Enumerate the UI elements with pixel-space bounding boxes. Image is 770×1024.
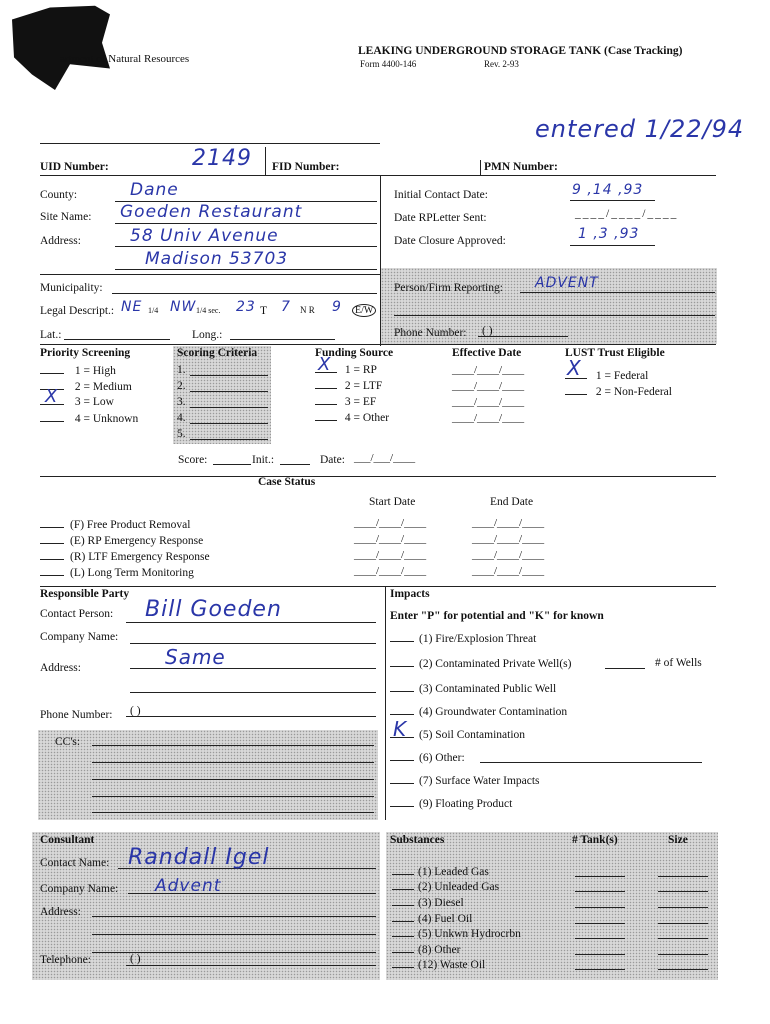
substance-label: (3) Diesel xyxy=(418,897,464,909)
substance-item[interactable] xyxy=(392,911,472,925)
impact-item[interactable] xyxy=(390,796,512,810)
legal-ew[interactable]: E/W xyxy=(352,304,376,317)
funding-mark: X xyxy=(318,354,332,375)
case-status-label: (F) Free Product Removal xyxy=(70,519,191,531)
impacts-instruction: Enter "P" for potential and "K" for known xyxy=(390,610,604,622)
case-end-date-blank[interactable]: ____/____/____ xyxy=(472,549,545,561)
impact-label: (6) Other: xyxy=(419,752,465,764)
contact-person-value[interactable]: Bill Goeden xyxy=(145,597,282,622)
substance-item[interactable] xyxy=(392,957,485,971)
form-number: Form 4400-146 xyxy=(360,59,417,69)
case-end-date-blank[interactable]: ____/____/____ xyxy=(472,517,545,529)
rp-phone-label: Phone Number: xyxy=(40,709,113,721)
lust-item-label: 2 = Non-Federal xyxy=(595,386,672,398)
legal-section[interactable]: 23 xyxy=(236,299,256,315)
case-start-date-blank[interactable]: ____/____/____ xyxy=(354,533,427,545)
lust-item-label: 1 = Federal xyxy=(595,370,649,382)
case-status-label: (E) RP Emergency Response xyxy=(70,535,204,547)
substance-label: (2) Unleaded Gas xyxy=(418,881,500,893)
effective-date-blank[interactable]: ____/____/____ xyxy=(452,364,525,376)
substance-item[interactable] xyxy=(392,942,460,956)
priority-mark: X xyxy=(45,386,59,407)
funding-item-label: 4 = Other xyxy=(344,412,390,424)
address-line1[interactable]: 58 Univ Avenue xyxy=(130,226,279,246)
priority-item[interactable] xyxy=(40,410,138,426)
funding-item[interactable] xyxy=(315,394,376,408)
priority-item-label: 4 = Unknown xyxy=(74,413,139,425)
case-status-label: (L) Long Term Monitoring xyxy=(70,567,194,579)
consultant-company-value[interactable]: Advent xyxy=(155,876,222,896)
rp-phone-value[interactable]: ( ) xyxy=(130,705,141,717)
impact-label: (3) Contaminated Public Well xyxy=(419,683,557,695)
reporting-phone-label: Phone Number: xyxy=(394,327,467,339)
uid-label: UID Number: xyxy=(40,161,109,173)
reporting-phone-value[interactable]: ( ) xyxy=(482,325,493,337)
score-date-label: Date: xyxy=(320,454,345,466)
consultant-contact-value[interactable]: Randall Igel xyxy=(128,845,270,870)
legal-nr-label: N R xyxy=(300,305,315,315)
case-status-label: (R) LTF Emergency Response xyxy=(70,551,210,563)
initial-contact-label: Initial Contact Date: xyxy=(394,189,488,201)
priority-item[interactable] xyxy=(40,362,116,378)
case-start-date-blank[interactable]: ____/____/____ xyxy=(354,549,427,561)
tanks-heading: # Tank(s) xyxy=(572,834,618,846)
funding-item[interactable] xyxy=(315,354,377,376)
initial-contact-value[interactable]: 9 ,14 ,93 xyxy=(572,182,644,198)
agency-name: artment of Natural Resources xyxy=(60,53,190,65)
substance-label: (12) Waste Oil xyxy=(418,959,486,971)
score-date-blank[interactable]: ___/___/____ xyxy=(354,452,416,464)
legal-quarter2[interactable]: NW xyxy=(170,299,197,315)
end-date-label: End Date xyxy=(490,496,534,508)
scoring-item: 4. xyxy=(177,412,186,424)
uid-value[interactable]: 2149 xyxy=(192,146,252,171)
closure-value[interactable]: 1 ,3 ,93 xyxy=(578,226,640,242)
substance-item[interactable] xyxy=(392,926,521,940)
case-status-item[interactable] xyxy=(40,533,203,547)
priority-item-label: 1 = High xyxy=(74,365,116,377)
agency-seal xyxy=(10,4,110,90)
long-label: Long.: xyxy=(192,329,223,341)
priority-item-label: 3 = Low xyxy=(74,396,114,408)
legal-label: Legal Descript.: xyxy=(40,305,115,317)
closure-label: Date Closure Approved: xyxy=(394,235,506,247)
priority-heading: Priority Screening xyxy=(40,347,131,359)
consultant-heading: Consultant xyxy=(40,834,95,846)
impact-label: (2) Contaminated Private Well(s) xyxy=(419,658,572,670)
impact-item[interactable] xyxy=(390,717,526,741)
substances-heading: Substances xyxy=(390,834,445,846)
rp-letter-label: Date RPLetter Sent: xyxy=(394,212,487,224)
start-date-label: Start Date xyxy=(369,496,416,508)
case-status-item[interactable] xyxy=(40,517,190,531)
impact-label: (1) Fire/Explosion Threat xyxy=(419,633,537,645)
form-revision: Rev. 2-93 xyxy=(484,59,519,69)
scoring-item: 2. xyxy=(177,380,186,392)
contact-person-label: Contact Person: xyxy=(40,608,114,620)
wells-label: # of Wells xyxy=(655,657,702,669)
priority-item-label: 2 = Medium xyxy=(74,381,132,393)
cc-label: CC's: xyxy=(55,736,81,748)
rp-address-label: Address: xyxy=(40,662,81,674)
rp-address-value[interactable]: Same xyxy=(165,645,226,669)
form-title: LEAKING UNDERGROUND STORAGE TANK (Case Tracking) xyxy=(358,45,683,57)
effective-date-blank[interactable]: ____/____/____ xyxy=(452,380,525,392)
legal-quarter-label: 1/4 xyxy=(148,306,159,315)
scoring-panel xyxy=(173,346,271,444)
entered-note: entered 1/22/94 xyxy=(535,115,745,143)
impacts-heading: Impacts xyxy=(390,588,430,600)
scoring-item: 5. xyxy=(177,428,186,440)
substance-label: (8) Other xyxy=(418,944,461,956)
rp-letter-blank[interactable]: ____/____/____ xyxy=(575,208,679,220)
consultant-contact-label: Contact Name: xyxy=(40,857,110,869)
scoring-item: 3. xyxy=(177,396,186,408)
address-line2[interactable]: Madison 53703 xyxy=(145,249,289,269)
impact-label: (5) Soil Contamination xyxy=(419,729,526,741)
address-label: Address: xyxy=(40,235,81,247)
impact-label: (7) Surface Water Impacts xyxy=(419,775,540,787)
legal-town[interactable]: 7 xyxy=(281,299,291,315)
impact-label: (4) Groundwater Contamination xyxy=(419,706,568,718)
case-start-date-blank[interactable]: ____/____/____ xyxy=(354,565,427,577)
impact-item[interactable] xyxy=(390,681,556,695)
impact-mark: K xyxy=(393,717,408,741)
lust-heading: LUST Trust Eligible xyxy=(565,347,665,359)
legal-section-label: 1/4 sec. xyxy=(196,306,221,315)
lust-mark: X xyxy=(567,356,582,380)
consultant-phone-label: Telephone: xyxy=(40,954,91,966)
funding-item-label: 1 = RP xyxy=(344,364,377,376)
case-start-date-blank[interactable]: ____/____/____ xyxy=(354,517,427,529)
cc-panel xyxy=(38,730,378,820)
person-firm-value[interactable]: ADVENT xyxy=(535,275,599,291)
pmn-label: PMN Number: xyxy=(484,161,558,173)
impact-item[interactable] xyxy=(390,773,540,787)
funding-item[interactable] xyxy=(315,378,382,392)
legal-t-label: T xyxy=(260,305,268,317)
case-status-item[interactable] xyxy=(40,549,210,563)
init-label: Init.: xyxy=(252,454,275,466)
score-label: Score: xyxy=(178,454,208,466)
impact-item[interactable] xyxy=(390,631,536,645)
scoring-heading: Scoring Criteria xyxy=(177,347,258,359)
responsible-heading: Responsible Party xyxy=(40,588,130,600)
impact-item[interactable] xyxy=(390,656,571,670)
substance-label: (5) Unkwn Hydrocrbn xyxy=(418,928,521,940)
funding-item[interactable] xyxy=(315,410,389,424)
funding-heading: Funding Source xyxy=(315,347,394,359)
site-name-value[interactable]: Goeden Restaurant xyxy=(120,202,303,222)
scoring-item: 1. xyxy=(177,364,186,376)
case-end-date-blank[interactable]: ____/____/____ xyxy=(472,533,545,545)
case-end-date-blank[interactable]: ____/____/____ xyxy=(472,565,545,577)
impact-item[interactable] xyxy=(390,750,465,764)
consultant-company-label: Company Name: xyxy=(40,883,119,895)
lust-item[interactable] xyxy=(565,356,649,382)
impact-item[interactable] xyxy=(390,704,567,718)
priority-item[interactable] xyxy=(40,386,114,408)
substance-label: (1) Leaded Gas xyxy=(418,866,489,878)
county-label: County: xyxy=(40,189,78,201)
substance-item[interactable] xyxy=(392,864,489,878)
consultant-phone-value[interactable]: ( ) xyxy=(130,953,141,965)
effective-date-heading: Effective Date xyxy=(452,347,522,359)
person-firm-label: Person/Firm Reporting: xyxy=(394,282,503,294)
case-status-item[interactable] xyxy=(40,565,194,579)
effective-date-blank[interactable]: ____/____/____ xyxy=(452,412,525,424)
effective-date-blank[interactable]: ____/____/____ xyxy=(452,396,525,408)
legal-range[interactable]: 9 xyxy=(332,299,342,315)
substance-label: (4) Fuel Oil xyxy=(418,913,473,925)
case-status-heading: Case Status xyxy=(258,476,316,488)
consultant-address-label: Address: xyxy=(40,906,81,918)
county-value[interactable]: Dane xyxy=(130,180,179,200)
substance-item[interactable] xyxy=(392,895,464,909)
company-name-label: Company Name: xyxy=(40,631,119,643)
site-name-label: Site Name: xyxy=(40,211,92,223)
legal-quarter1[interactable]: NE xyxy=(121,299,143,315)
municipality-label: Municipality: xyxy=(40,282,103,294)
lat-label: Lat.: xyxy=(40,329,62,341)
lust-item[interactable] xyxy=(565,384,672,398)
size-heading: Size xyxy=(668,834,688,846)
substance-item[interactable] xyxy=(392,879,499,893)
fid-label: FID Number: xyxy=(272,161,340,173)
funding-item-label: 3 = EF xyxy=(344,396,377,408)
funding-item-label: 2 = LTF xyxy=(344,380,383,392)
impact-label: (9) Floating Product xyxy=(419,798,513,810)
